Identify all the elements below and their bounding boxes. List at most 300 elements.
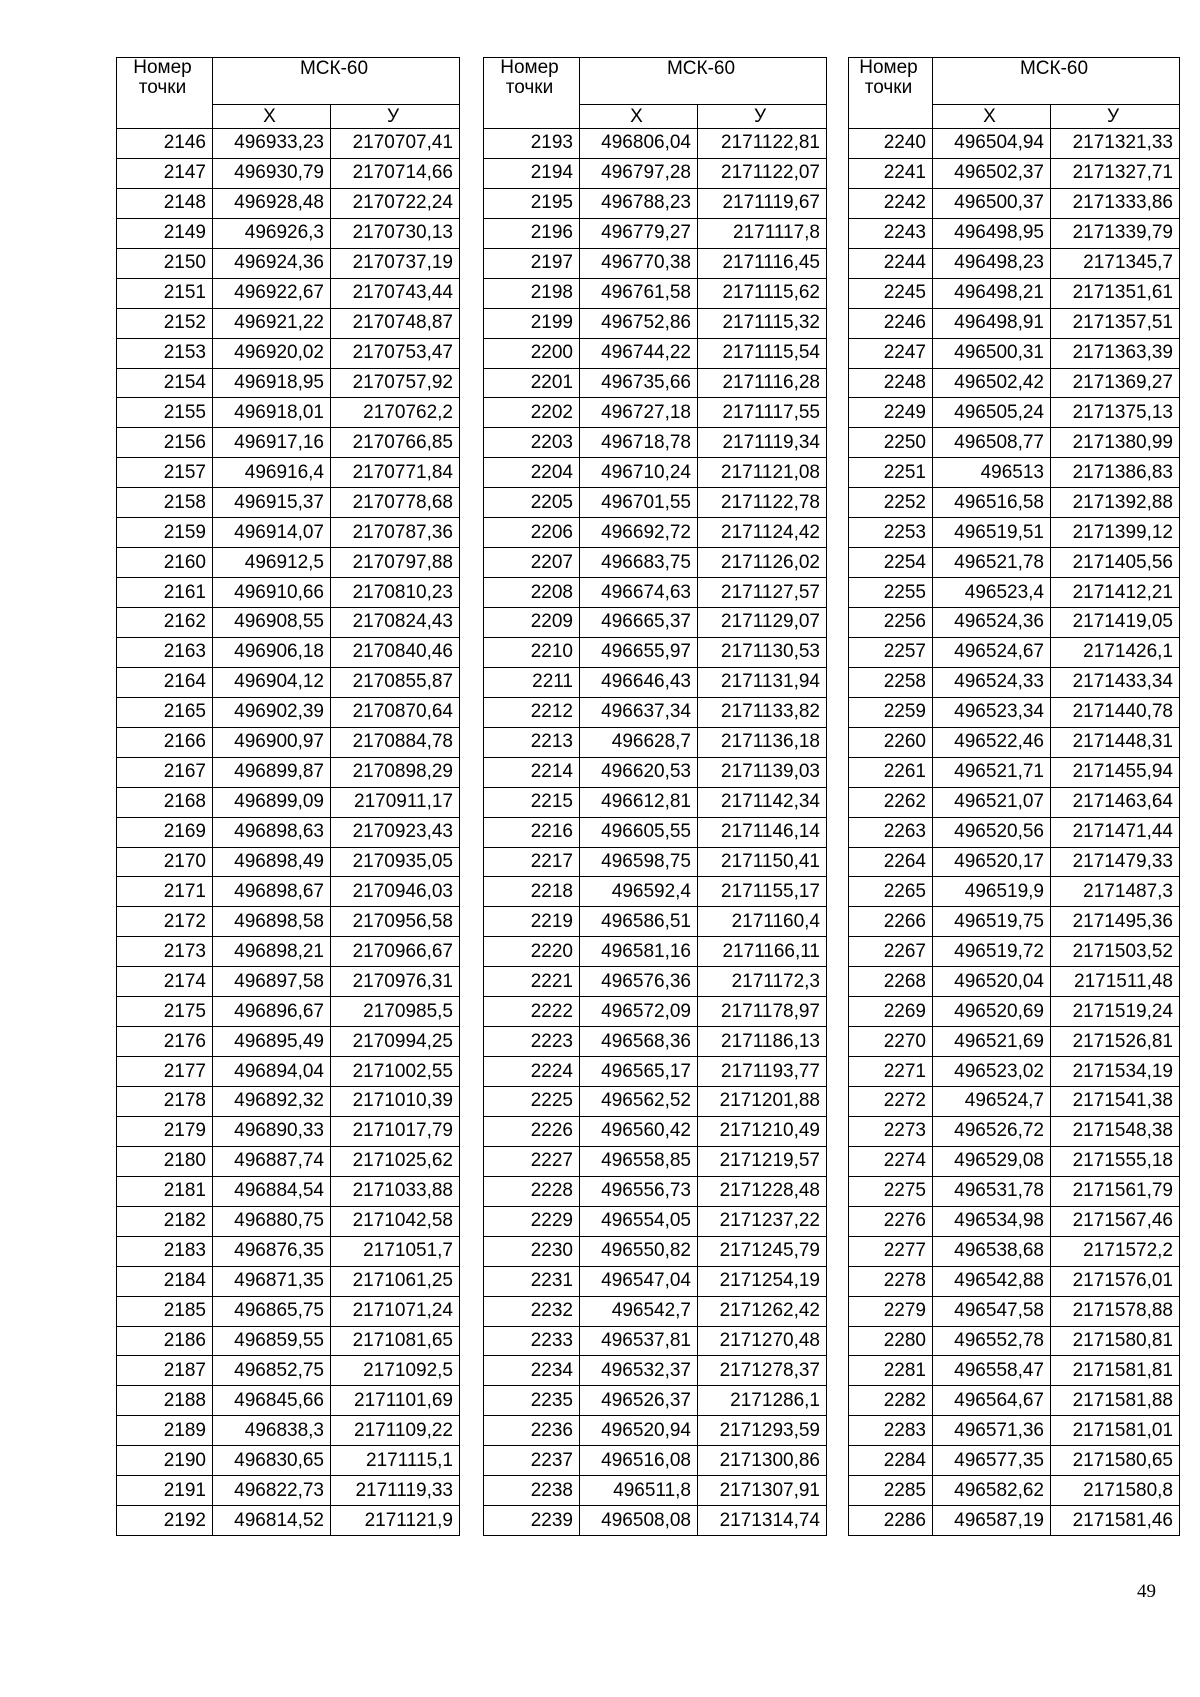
table-row — [484, 667, 827, 697]
y-coordinate-cell: 2171581,88 — [1051, 1386, 1180, 1416]
x-coordinate-cell: 496897,58 — [213, 967, 331, 997]
y-coordinate-cell: 2170946,03 — [331, 877, 460, 907]
y-coordinate-cell: 2170730,13 — [331, 218, 460, 248]
y-coordinate-cell: 2171237,22 — [698, 1206, 827, 1236]
y-coordinate-cell: 2171136,18 — [698, 727, 827, 757]
point-number-cell: 2175 — [117, 997, 213, 1027]
table-row — [484, 608, 827, 638]
x-coordinate-cell: 496598,75 — [580, 847, 698, 877]
x-coordinate-cell: 496871,35 — [213, 1266, 331, 1296]
y-coordinate-cell: 2171578,88 — [1051, 1296, 1180, 1326]
y-coordinate-cell: 2171142,34 — [698, 787, 827, 817]
x-coordinate-cell: 496520,94 — [580, 1416, 698, 1446]
x-coordinate-cell: 496565,17 — [580, 1057, 698, 1087]
table-row — [484, 548, 827, 578]
x-coordinate-cell: 496564,67 — [933, 1386, 1051, 1416]
y-coordinate-cell: 2170762,2 — [331, 398, 460, 428]
x-coordinate-cell: 496612,81 — [580, 787, 698, 817]
x-coordinate-cell: 496529,08 — [933, 1146, 1051, 1176]
point-number-cell: 2169 — [117, 817, 213, 847]
table-row — [484, 1266, 827, 1296]
table-row — [484, 697, 827, 727]
table-row — [849, 428, 1180, 458]
table-row — [484, 1356, 827, 1386]
table-row — [849, 158, 1180, 188]
x-coordinate-cell: 496562,52 — [580, 1087, 698, 1117]
y-coordinate-cell: 2171455,94 — [1051, 757, 1180, 787]
y-coordinate-cell: 2171139,03 — [698, 757, 827, 787]
x-coordinate-cell: 496646,43 — [580, 667, 698, 697]
x-coordinate-cell: 496918,95 — [213, 368, 331, 398]
y-coordinate-cell: 2171166,11 — [698, 937, 827, 967]
table-row — [484, 1176, 827, 1206]
point-number-cell: 2147 — [117, 158, 213, 188]
table-row — [484, 338, 827, 368]
y-column-header: У — [698, 105, 827, 129]
x-coordinate-cell: 496582,62 — [933, 1476, 1051, 1506]
x-coordinate-cell: 496531,78 — [933, 1176, 1051, 1206]
table-row — [849, 1296, 1180, 1326]
x-coordinate-cell: 496532,37 — [580, 1356, 698, 1386]
point-number-cell: 2152 — [117, 308, 213, 338]
table-row — [849, 937, 1180, 967]
y-coordinate-cell: 2171357,51 — [1051, 308, 1180, 338]
x-coordinate-cell: 496915,37 — [213, 488, 331, 518]
point-number-cell: 2207 — [484, 548, 580, 578]
y-coordinate-cell: 2171122,07 — [698, 158, 827, 188]
point-number-cell: 2155 — [117, 398, 213, 428]
point-number-cell: 2234 — [484, 1356, 580, 1386]
point-number-cell: 2276 — [849, 1206, 933, 1236]
y-coordinate-cell: 2171405,56 — [1051, 548, 1180, 578]
x-coordinate-cell: 496692,72 — [580, 518, 698, 548]
y-coordinate-cell: 2170956,58 — [331, 907, 460, 937]
x-coordinate-cell: 496904,12 — [213, 667, 331, 697]
coordinate-system-header: МСК-60 — [933, 58, 1180, 105]
point-number-cell: 2176 — [117, 1027, 213, 1057]
x-coordinate-cell: 496665,37 — [580, 608, 698, 638]
x-coordinate-cell: 496906,18 — [213, 637, 331, 667]
point-number-cell: 2261 — [849, 757, 933, 787]
x-coordinate-cell: 496519,75 — [933, 907, 1051, 937]
point-number-cell: 2156 — [117, 428, 213, 458]
point-number-cell: 2229 — [484, 1206, 580, 1236]
x-coordinate-cell: 496701,55 — [580, 488, 698, 518]
point-number-cell: 2163 — [117, 637, 213, 667]
x-coordinate-cell: 496735,66 — [580, 368, 698, 398]
x-coordinate-cell: 496922,67 — [213, 278, 331, 308]
y-coordinate-cell: 2170810,23 — [331, 578, 460, 608]
y-coordinate-cell: 2170840,46 — [331, 637, 460, 667]
point-number-cell: 2282 — [849, 1386, 933, 1416]
x-coordinate-cell: 496898,49 — [213, 847, 331, 877]
point-number-cell: 2161 — [117, 578, 213, 608]
y-coordinate-cell: 2171526,81 — [1051, 1027, 1180, 1057]
y-coordinate-cell: 2170707,41 — [331, 129, 460, 159]
y-coordinate-cell: 2170870,64 — [331, 697, 460, 727]
y-coordinate-cell: 2170824,43 — [331, 608, 460, 638]
point-number-cell: 2203 — [484, 428, 580, 458]
x-coordinate-cell: 496523,34 — [933, 697, 1051, 727]
point-number-cell: 2192 — [117, 1506, 213, 1536]
y-coordinate-cell: 2171121,9 — [331, 1506, 460, 1536]
y-coordinate-cell: 2171119,33 — [331, 1476, 460, 1506]
x-coordinate-cell: 496521,69 — [933, 1027, 1051, 1057]
point-number-cell: 2233 — [484, 1326, 580, 1356]
x-coordinate-cell: 496592,4 — [580, 877, 698, 907]
table-row — [117, 967, 460, 997]
table-row — [849, 218, 1180, 248]
y-coordinate-cell: 2170884,78 — [331, 727, 460, 757]
y-coordinate-cell: 2171262,42 — [698, 1296, 827, 1326]
y-coordinate-cell: 2171345,7 — [1051, 248, 1180, 278]
y-coordinate-cell: 2171581,01 — [1051, 1416, 1180, 1446]
x-coordinate-cell: 496845,66 — [213, 1386, 331, 1416]
x-coordinate-cell: 496718,78 — [580, 428, 698, 458]
y-coordinate-cell: 2171503,52 — [1051, 937, 1180, 967]
y-coordinate-cell: 2171092,5 — [331, 1356, 460, 1386]
point-number-cell: 2202 — [484, 398, 580, 428]
table-row — [484, 1386, 827, 1416]
table-row — [117, 278, 460, 308]
y-coordinate-cell: 2171033,88 — [331, 1176, 460, 1206]
table-row — [849, 1116, 1180, 1146]
x-coordinate-cell: 496547,58 — [933, 1296, 1051, 1326]
table-row — [849, 907, 1180, 937]
page-number: 49 — [1137, 1581, 1156, 1602]
y-coordinate-cell: 2171042,58 — [331, 1206, 460, 1236]
y-coordinate-cell: 2171061,25 — [331, 1266, 460, 1296]
point-number-cell: 2275 — [849, 1176, 933, 1206]
point-number-cell: 2265 — [849, 877, 933, 907]
y-coordinate-cell: 2171448,31 — [1051, 727, 1180, 757]
table-row — [484, 817, 827, 847]
x-coordinate-cell: 496930,79 — [213, 158, 331, 188]
point-number-cell: 2258 — [849, 667, 933, 697]
table-row — [849, 608, 1180, 638]
x-coordinate-cell: 496921,22 — [213, 308, 331, 338]
coordinates-table-2 — [483, 57, 827, 1536]
point-number-cell: 2186 — [117, 1326, 213, 1356]
x-coordinate-cell: 496587,19 — [933, 1506, 1051, 1536]
point-number-cell: 2243 — [849, 218, 933, 248]
y-coordinate-cell: 2170985,5 — [331, 997, 460, 1027]
table-row — [849, 1266, 1180, 1296]
table-row — [117, 877, 460, 907]
point-number-cell: 2201 — [484, 368, 580, 398]
table-row — [849, 877, 1180, 907]
x-coordinate-cell: 496558,85 — [580, 1146, 698, 1176]
x-coordinate-cell: 496577,35 — [933, 1446, 1051, 1476]
x-coordinate-cell: 496727,18 — [580, 398, 698, 428]
y-column-header: У — [1051, 105, 1180, 129]
y-coordinate-cell: 2171115,1 — [331, 1446, 460, 1476]
x-coordinate-cell: 496761,58 — [580, 278, 698, 308]
x-coordinate-cell: 496502,42 — [933, 368, 1051, 398]
table-row — [117, 158, 460, 188]
point-number-cell: 2232 — [484, 1296, 580, 1326]
x-coordinate-cell: 496917,16 — [213, 428, 331, 458]
x-coordinate-cell: 496516,58 — [933, 488, 1051, 518]
point-number-cell: 2286 — [849, 1506, 933, 1536]
x-coordinate-cell: 496898,63 — [213, 817, 331, 847]
table-row — [117, 1446, 460, 1476]
table-row — [117, 1506, 460, 1536]
table-row — [117, 608, 460, 638]
x-coordinate-cell: 496571,36 — [933, 1416, 1051, 1446]
table-row — [849, 248, 1180, 278]
y-coordinate-cell: 2171126,02 — [698, 548, 827, 578]
point-number-cell: 2264 — [849, 847, 933, 877]
x-coordinate-cell: 496534,98 — [933, 1206, 1051, 1236]
point-number-cell: 2168 — [117, 787, 213, 817]
y-coordinate-cell: 2171101,69 — [331, 1386, 460, 1416]
point-number-cell: 2214 — [484, 757, 580, 787]
y-coordinate-cell: 2170778,68 — [331, 488, 460, 518]
x-coordinate-cell: 496928,48 — [213, 188, 331, 218]
table-row — [849, 1506, 1180, 1536]
point-number-cell: 2158 — [117, 488, 213, 518]
table-row — [117, 997, 460, 1027]
table-row — [849, 1416, 1180, 1446]
y-coordinate-cell: 2171155,17 — [698, 877, 827, 907]
point-number-cell: 2272 — [849, 1087, 933, 1117]
table-row — [484, 308, 827, 338]
y-coordinate-cell: 2171339,79 — [1051, 218, 1180, 248]
table-row — [484, 458, 827, 488]
table-row — [117, 847, 460, 877]
x-coordinate-cell: 496926,3 — [213, 218, 331, 248]
table-row — [849, 1326, 1180, 1356]
y-coordinate-cell: 2171541,38 — [1051, 1087, 1180, 1117]
x-coordinate-cell: 496902,39 — [213, 697, 331, 727]
y-coordinate-cell: 2171002,55 — [331, 1057, 460, 1087]
x-coordinate-cell: 496899,09 — [213, 787, 331, 817]
x-coordinate-cell: 496876,35 — [213, 1236, 331, 1266]
x-coordinate-cell: 496537,81 — [580, 1326, 698, 1356]
x-column-header: Х — [933, 105, 1051, 129]
x-coordinate-cell: 496892,32 — [213, 1087, 331, 1117]
point-number-cell: 2225 — [484, 1087, 580, 1117]
table-row — [484, 1027, 827, 1057]
x-coordinate-cell: 496524,33 — [933, 667, 1051, 697]
point-number-cell: 2223 — [484, 1027, 580, 1057]
x-coordinate-cell: 496500,37 — [933, 188, 1051, 218]
coordinate-system-header: МСК-60 — [580, 58, 827, 105]
table-row — [849, 1446, 1180, 1476]
table-row — [484, 727, 827, 757]
x-coordinate-cell: 496900,97 — [213, 727, 331, 757]
x-coordinate-cell: 496504,94 — [933, 129, 1051, 159]
point-number-cell: 2212 — [484, 697, 580, 727]
table-row — [117, 1206, 460, 1236]
x-coordinate-cell: 496519,72 — [933, 937, 1051, 967]
y-coordinate-cell: 2170714,66 — [331, 158, 460, 188]
table-row — [849, 1027, 1180, 1057]
y-coordinate-cell: 2171081,65 — [331, 1326, 460, 1356]
y-coordinate-cell: 2171131,94 — [698, 667, 827, 697]
table-row — [117, 428, 460, 458]
x-coordinate-cell: 496568,36 — [580, 1027, 698, 1057]
point-number-cell: 2151 — [117, 278, 213, 308]
point-number-cell: 2235 — [484, 1386, 580, 1416]
y-coordinate-cell: 2171286,1 — [698, 1386, 827, 1416]
point-number-cell: 2271 — [849, 1057, 933, 1087]
point-number-cell: 2199 — [484, 308, 580, 338]
y-coordinate-cell: 2171146,14 — [698, 817, 827, 847]
point-number-cell: 2240 — [849, 129, 933, 159]
x-coordinate-cell: 496538,68 — [933, 1236, 1051, 1266]
point-number-cell: 2164 — [117, 667, 213, 697]
table-row — [117, 368, 460, 398]
x-coordinate-cell: 496859,55 — [213, 1326, 331, 1356]
point-number-cell: 2267 — [849, 937, 933, 967]
x-coordinate-cell: 496520,69 — [933, 997, 1051, 1027]
x-coordinate-cell: 496918,01 — [213, 398, 331, 428]
point-number-cell: 2210 — [484, 637, 580, 667]
x-coordinate-cell: 496710,24 — [580, 458, 698, 488]
table-row — [484, 907, 827, 937]
point-number-cell: 2270 — [849, 1027, 933, 1057]
y-coordinate-cell: 2170737,19 — [331, 248, 460, 278]
point-number-header: Номер точки — [117, 58, 213, 129]
x-coordinate-cell: 496523,4 — [933, 578, 1051, 608]
point-number-cell: 2218 — [484, 877, 580, 907]
point-number-header: Номер точки — [849, 58, 933, 129]
x-coordinate-cell: 496520,56 — [933, 817, 1051, 847]
table-row — [484, 158, 827, 188]
y-coordinate-cell: 2171327,71 — [1051, 158, 1180, 188]
y-coordinate-cell: 2171375,13 — [1051, 398, 1180, 428]
x-coordinate-cell: 496744,22 — [580, 338, 698, 368]
table-row — [117, 817, 460, 847]
table-row — [117, 1266, 460, 1296]
table-row — [117, 548, 460, 578]
point-number-cell: 2170 — [117, 847, 213, 877]
x-column-header: Х — [213, 105, 331, 129]
table-row — [117, 1176, 460, 1206]
table-row — [484, 368, 827, 398]
table-row — [484, 1506, 827, 1536]
x-coordinate-cell: 496752,86 — [580, 308, 698, 338]
table-row — [484, 428, 827, 458]
y-coordinate-cell: 2171440,78 — [1051, 697, 1180, 727]
x-coordinate-cell: 496513 — [933, 458, 1051, 488]
table-row — [849, 817, 1180, 847]
table-row — [484, 1206, 827, 1236]
point-number-cell: 2256 — [849, 608, 933, 638]
point-number-cell: 2205 — [484, 488, 580, 518]
point-number-cell: 2239 — [484, 1506, 580, 1536]
table-row — [849, 368, 1180, 398]
coordinates-table-3 — [848, 57, 1180, 1536]
table-row — [849, 458, 1180, 488]
y-coordinate-cell: 2171369,27 — [1051, 368, 1180, 398]
point-number-cell: 2215 — [484, 787, 580, 817]
y-coordinate-cell: 2171115,32 — [698, 308, 827, 338]
point-number-cell: 2236 — [484, 1416, 580, 1446]
y-coordinate-cell: 2171351,61 — [1051, 278, 1180, 308]
point-number-cell: 2159 — [117, 518, 213, 548]
y-coordinate-cell: 2170898,29 — [331, 757, 460, 787]
point-number-cell: 2251 — [849, 458, 933, 488]
point-number-cell: 2211 — [484, 667, 580, 697]
point-number-cell: 2246 — [849, 308, 933, 338]
table-row — [849, 1057, 1180, 1087]
table-row — [117, 1146, 460, 1176]
point-number-cell: 2269 — [849, 997, 933, 1027]
y-coordinate-cell: 2171519,24 — [1051, 997, 1180, 1027]
point-number-cell: 2195 — [484, 188, 580, 218]
point-number-cell: 2217 — [484, 847, 580, 877]
point-number-cell: 2146 — [117, 129, 213, 159]
y-coordinate-cell: 2171307,91 — [698, 1476, 827, 1506]
table-row — [849, 338, 1180, 368]
x-coordinate-cell: 496560,42 — [580, 1116, 698, 1146]
x-coordinate-cell: 496526,72 — [933, 1116, 1051, 1146]
point-number-cell: 2173 — [117, 937, 213, 967]
point-number-cell: 2172 — [117, 907, 213, 937]
x-coordinate-cell: 496521,07 — [933, 787, 1051, 817]
x-coordinate-cell: 496520,04 — [933, 967, 1051, 997]
x-coordinate-cell: 496887,74 — [213, 1146, 331, 1176]
x-coordinate-cell: 496620,53 — [580, 757, 698, 787]
y-coordinate-cell: 2170771,84 — [331, 458, 460, 488]
x-coordinate-cell: 496933,23 — [213, 129, 331, 159]
x-coordinate-cell: 496508,08 — [580, 1506, 698, 1536]
point-number-cell: 2221 — [484, 967, 580, 997]
y-coordinate-cell: 2171419,05 — [1051, 608, 1180, 638]
y-coordinate-cell: 2171117,8 — [698, 218, 827, 248]
table-row — [117, 1386, 460, 1416]
table-row — [117, 518, 460, 548]
y-coordinate-cell: 2171172,3 — [698, 967, 827, 997]
x-coordinate-cell: 496524,7 — [933, 1087, 1051, 1117]
table-row — [484, 518, 827, 548]
x-coordinate-cell: 496524,36 — [933, 608, 1051, 638]
point-number-header: Номер точки — [484, 58, 580, 129]
table-row — [484, 1146, 827, 1176]
table-row — [117, 787, 460, 817]
y-coordinate-cell: 2171133,82 — [698, 697, 827, 727]
point-number-cell: 2166 — [117, 727, 213, 757]
y-coordinate-cell: 2171363,39 — [1051, 338, 1180, 368]
x-coordinate-cell: 496581,16 — [580, 937, 698, 967]
x-coordinate-cell: 496556,73 — [580, 1176, 698, 1206]
y-coordinate-cell: 2171561,79 — [1051, 1176, 1180, 1206]
x-coordinate-cell: 496830,65 — [213, 1446, 331, 1476]
table-row — [117, 1236, 460, 1266]
table-row — [849, 488, 1180, 518]
x-coordinate-cell: 496524,67 — [933, 637, 1051, 667]
coordinates-table-1 — [116, 57, 460, 1536]
y-coordinate-cell: 2171321,33 — [1051, 129, 1180, 159]
point-number-cell: 2255 — [849, 578, 933, 608]
table-row — [484, 1236, 827, 1266]
y-coordinate-cell: 2171124,42 — [698, 518, 827, 548]
table-row — [849, 518, 1180, 548]
table-row — [117, 308, 460, 338]
point-number-cell: 2231 — [484, 1266, 580, 1296]
point-number-cell: 2257 — [849, 637, 933, 667]
x-coordinate-cell: 496898,58 — [213, 907, 331, 937]
point-number-cell: 2259 — [849, 697, 933, 727]
y-coordinate-cell: 2171121,08 — [698, 458, 827, 488]
x-coordinate-cell: 496899,87 — [213, 757, 331, 787]
y-coordinate-cell: 2171245,79 — [698, 1236, 827, 1266]
x-coordinate-cell: 496894,04 — [213, 1057, 331, 1087]
y-coordinate-cell: 2171392,88 — [1051, 488, 1180, 518]
